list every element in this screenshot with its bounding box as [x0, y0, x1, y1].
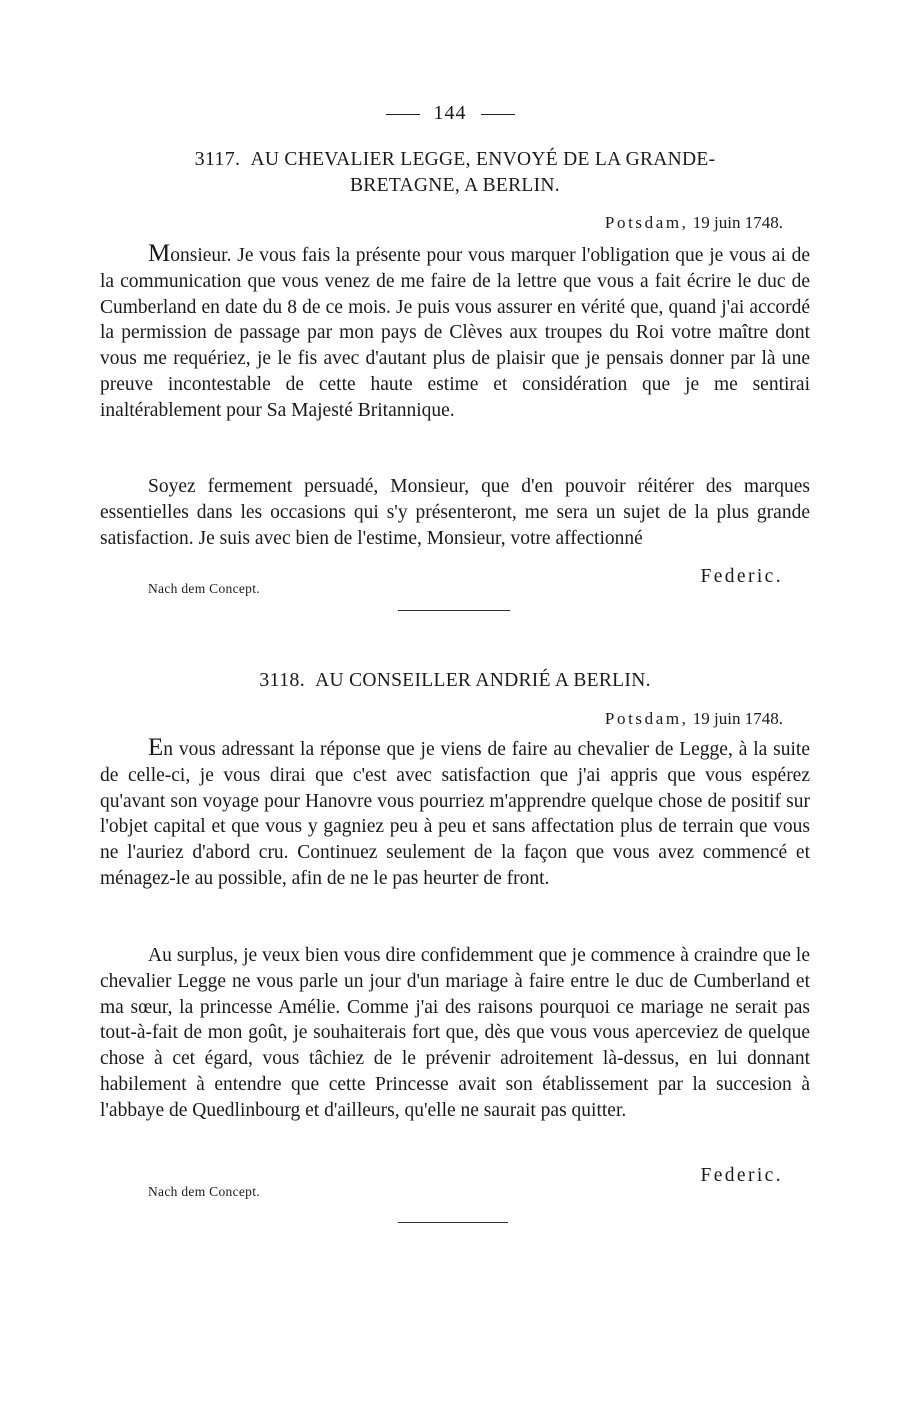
letter-3117-paragraph-1-text: onsieur. Je vous fais la présente pour vous marquer l'obligation que je vous ai de la communication que vous venez de me faire de la lettre que vous a fait écrire le duc de Cumberland en date du 8 de ce mois. Je puis vous assurer en vérité que, quand j'ai accordé la permission de passage par mon pays de Clèves aux troupes du Roi votre maître dont vous me requériez, je le fis avec d'autant plus de plaisir que je pensais donner par là une preuve incontestable de cette haute estime et considération que je me sentirai inaltérablement pour Sa Majesté Britannique.: [100, 245, 810, 421]
letter-3117-date: 19 juin 1748.: [692, 213, 783, 232]
letter-3118-addressee: AU CONSEILLER ANDRIÉ A BERLIN.: [315, 670, 651, 691]
page-number-text: 144: [433, 102, 467, 124]
letter-3118-paragraph-2: [100, 943, 810, 1124]
section-divider: [398, 610, 510, 611]
letter-3118-heading-line1: [100, 667, 810, 694]
letter-3117-date-place: Potsdam,: [604, 213, 689, 232]
letter-3117-heading: [100, 146, 810, 199]
letter-3118-paragraph-2-text: Au surplus, je veux bien vous dire confidemment que je commence à craindre que le chevalier Legge ne vous parle un jour d'un mariage à faire entre le duc de Cumberland et ma sœur, la princesse Amélie. Comme j'ai des raisons pourquoi ce mariage ne serait pas tout-à-fait de mon goût, je souhaiterais fort que, dès que vous vous aperceviez de quelque chose à cet égard, vous tâchiez de le prévenir adroitement là-dessus, en lui donnant habilement à entendre que cette Princesse avait son établissement par la succesion à l'abbaye de Quedlinbourg et d'ailleurs, qu'elle ne saurait pas quitter.: [100, 945, 810, 1121]
letter-3117-heading-line1: [100, 146, 810, 173]
letter-3117-paragraph-1: [100, 241, 810, 424]
letter-3118-number: 3118.: [259, 669, 306, 691]
letter-3117-heading-line2: BRETAGNE, A BERLIN.: [350, 175, 560, 196]
letter-3117-signature: Federic.: [700, 566, 783, 587]
letter-3118-source-note: Nach dem Concept.: [148, 1184, 260, 1199]
letter-3117-source-note: Nach dem Concept.: [148, 581, 260, 596]
letter-3118-paragraph-1: [100, 735, 810, 892]
letter-3118-initial: E: [148, 734, 164, 761]
letter-3118-paragraph-1-text: n vous adressant la réponse que je viens de faire au chevalier de Legge, à la suite de celle-ci, je vous dirai que c'est avec satisfaction que j'ai appris que vous espérez qu'avant son voyage pour Hanovre vous pourriez m'apprendre quelque chose de positif sur l'objet capital et que vous y gagniez peu à peu et sans affectation plus de terrain que vous ne l'auriez d'abord cru. Continuez seulement de la façon que vous avez commencé et ménagez-le au possible, afin de ne le pas heurter de front.: [100, 739, 810, 889]
letter-3117-initial: M: [148, 240, 171, 267]
page-number-rule-left: [386, 114, 420, 115]
page-number-rule-right: [481, 114, 515, 115]
letter-3117-paragraph-2: [100, 474, 810, 551]
letter-3117-paragraph-2-text: Soyez fermement persuadé, Monsieur, que d'en pouvoir réitérer des marques essentielles dans les occasions qui s'y présenteront, me sera un sujet de la plus grande satisfaction. Je suis avec bien de l'estime, Monsieur, votre affectionné: [100, 476, 810, 549]
page-number: [0, 102, 900, 125]
letter-3118-date: 19 juin 1748.: [692, 709, 783, 728]
letter-3118-date-place: Potsdam,: [604, 709, 689, 728]
letter-3118-signature: Federic.: [700, 1165, 783, 1186]
letter-3117-dateline: [605, 213, 783, 233]
letter-3117-number: 3117.: [194, 148, 241, 170]
letter-3118-dateline: [605, 709, 783, 729]
section-divider-end: [398, 1222, 508, 1223]
letter-3118-heading: [100, 667, 810, 694]
letter-3117-addressee: AU CHEVALIER LEGGE, ENVOYÉ DE LA GRANDE-: [250, 149, 716, 170]
